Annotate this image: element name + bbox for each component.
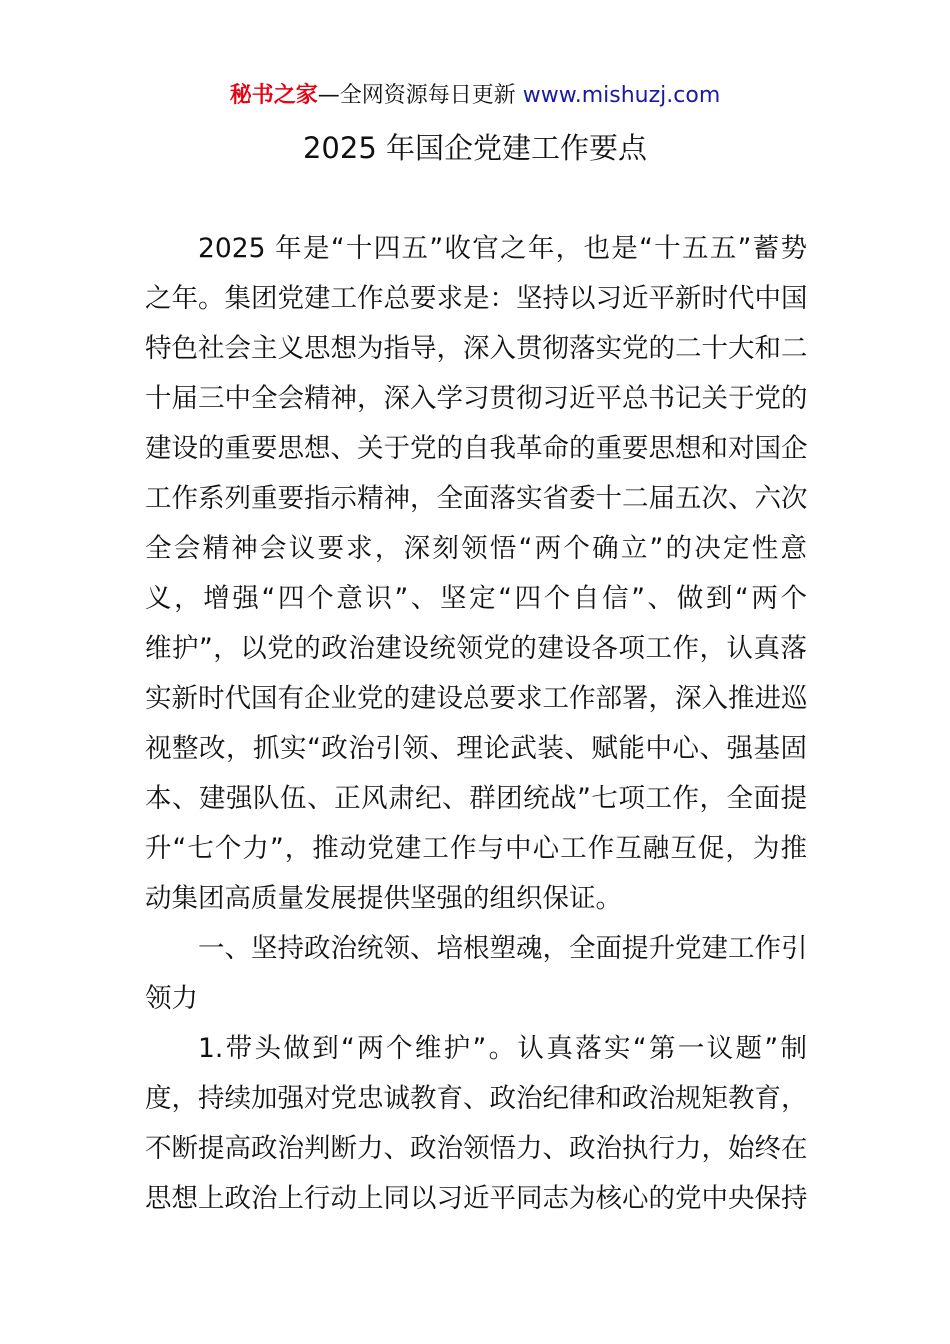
site-url-link[interactable]: www.mishuzj.com <box>522 83 721 108</box>
section-heading-line: 一、坚持政治统领、培根塑魂，全面提升党建工作引 <box>198 933 807 964</box>
text-line: 不断提高政治判断力、政治领悟力、政治执行力，始终在 <box>145 1133 807 1164</box>
text-line: 实新时代国有企业党的建设总要求工作部署，深入推进巡 <box>145 683 807 714</box>
banner-tagline: 全网资源每日更新 <box>339 83 523 108</box>
brand-name: 秘书之家 <box>229 83 318 108</box>
text-line: 度，持续加强对党忠诚教育、政治纪律和政治规矩教育， <box>145 1083 807 1114</box>
document-body <box>145 224 807 1224</box>
text-line: 升“七个力”，推动党建工作与中心工作互融互促，为推 <box>145 833 807 864</box>
text-line: 全会精神会议要求，深刻领悟“两个确立”的决定性意 <box>145 533 807 564</box>
text-line: 维护”，以党的政治建设统领党的建设各项工作，认真落 <box>145 633 807 664</box>
text-line: 动集团高质量发展提供坚强的组织保证。 <box>145 883 622 914</box>
text-line: 思想上政治上行动上同以习近平同志为核心的党中央保持 <box>145 1183 807 1214</box>
text-line: 十届三中全会精神，深入学习贯彻习近平总书记关于党的 <box>145 383 807 414</box>
text-line: 本、建强队伍、正风肃纪、群团统战”七项工作，全面提 <box>145 783 807 814</box>
section-heading-line: 领力 <box>145 983 198 1014</box>
text-line: 工作系列重要指示精神，全面落实省委十二届五次、六次 <box>145 483 807 514</box>
site-banner <box>0 80 950 112</box>
text-line: 2025 年是“十四五”收官之年，也是“十五五”蓄势 <box>198 233 807 264</box>
document-title: 2025 年国企党建工作要点 <box>302 131 648 165</box>
text-line: 之年。集团党建工作总要求是：坚持以习近平新时代中国 <box>145 283 807 314</box>
text-line: 建设的重要思想、关于党的自我革命的重要思想和对国企 <box>145 433 807 464</box>
text-line: 特色社会主义思想为指导，深入贯彻落实党的二十大和二 <box>145 333 807 364</box>
text-line: 1.带头做到“两个维护”。认真落实“第一议题”制 <box>198 1033 807 1064</box>
text-line: 视整改，抓实“政治引领、理论武装、赋能中心、强基固 <box>145 733 807 764</box>
banner-separator: — <box>317 83 340 108</box>
text-line: 义，增强“四个意识”、坚定“四个自信”、做到“两个 <box>145 583 807 614</box>
